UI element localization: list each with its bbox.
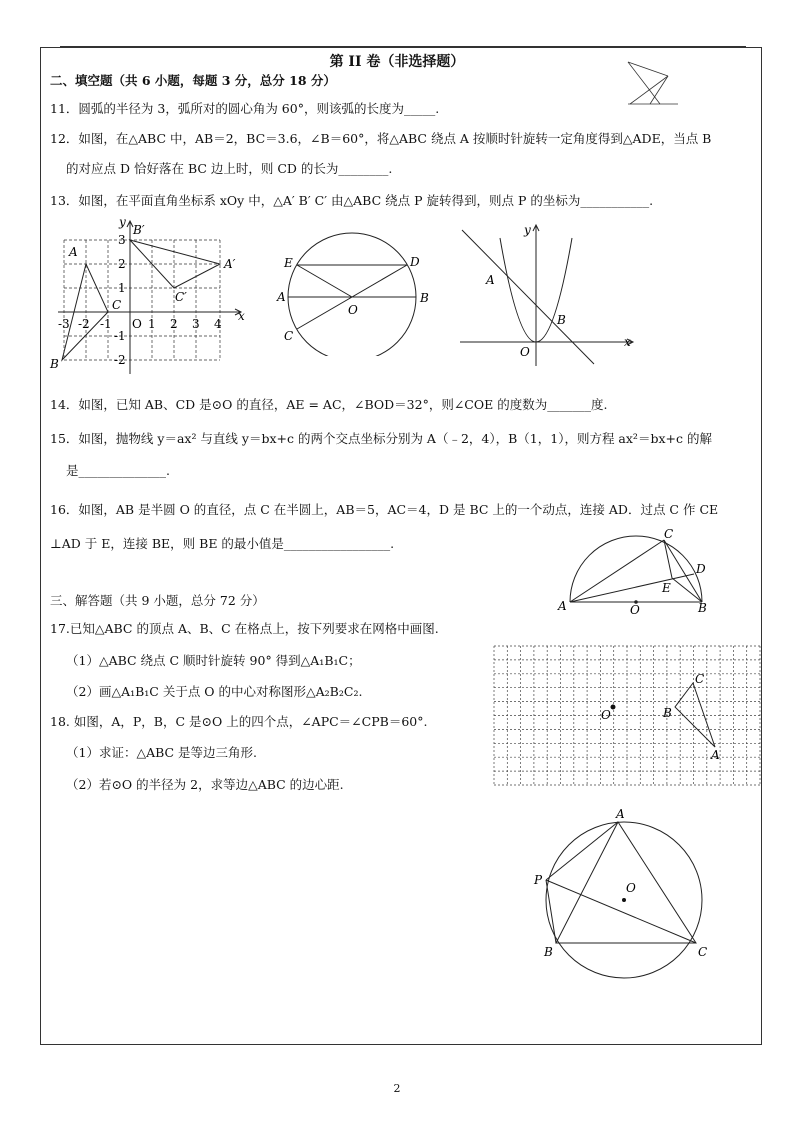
q16-label-a: A <box>558 599 567 613</box>
question-16-line2: ⊥AD 于 E，连接 BE，则 BE 的最小值是_________________. <box>50 536 395 551</box>
page-title: 第 II 卷（非选择题） <box>329 54 465 70</box>
q15-label-o: O <box>520 345 530 359</box>
q13-label-c-prime: C′ <box>175 290 187 304</box>
q14-label-o: O <box>348 303 358 317</box>
q17-label-b: B <box>663 706 672 720</box>
question-12-line1: 12．如图，在△ABC 中，AB＝2，BC＝3.6，∠B＝60°，将△ABC 绕点 A 按顺时针旋转一定角度得到△ADE，当点 B <box>50 131 712 146</box>
q16-label-e: E <box>662 581 671 595</box>
question-12-line2: 的对应点 D 恰好落在 BC 边上时，则 CD 的长为________. <box>66 161 393 176</box>
q15-label-b: B <box>557 313 566 327</box>
q17-label-c: C <box>695 672 705 686</box>
q15-parabola-figure <box>456 220 636 370</box>
q15-label-a: A <box>486 273 495 287</box>
q16-label-b: B <box>698 601 707 615</box>
q15-x-label: x <box>624 335 631 349</box>
q13-tick-x3: 3 <box>192 317 200 331</box>
question-17-part2: （2）画△A₁B₁C 关于点 O 的中心对称图形△A₂B₂C₂. <box>66 684 363 699</box>
q13-label-a: A <box>69 245 78 259</box>
page-number: 2 <box>393 1082 401 1095</box>
q13-coordinate-figure <box>44 214 254 376</box>
q16-semicircle-figure <box>556 528 716 616</box>
q13-label-c: C <box>112 298 122 312</box>
q16-label-d: D <box>696 562 706 576</box>
q14-label-d: D <box>410 255 420 269</box>
q13-tick-y2: 2 <box>118 257 126 271</box>
q13-tick-ym1: -1 <box>114 329 126 343</box>
q17-grid-figure <box>493 645 765 787</box>
q13-label-a-prime: A′ <box>224 257 236 271</box>
section-3-heading: 三、解答题（共 9 小题，总分 72 分） <box>50 593 265 608</box>
question-11: 11．圆弧的半径为 3，弧所对的圆心角为 60°，则该弧的长度为_____. <box>50 101 440 116</box>
question-17-part1: （1）△ABC 绕点 C 顺时针旋转 90° 得到△A₁B₁C； <box>66 653 361 668</box>
q17-label-o: O <box>601 708 611 722</box>
q18-label-o: O <box>626 881 636 895</box>
q14-circle-figure <box>276 226 436 356</box>
q13-label-b-prime: B′ <box>133 223 145 237</box>
q17-label-a: A <box>711 748 720 762</box>
q13-tick-y3: 3 <box>118 233 126 247</box>
q13-tick-ym2: -2 <box>114 353 126 367</box>
q18-label-a: A <box>616 807 625 821</box>
question-16-line1: 16．如图，AB 是半圆 O 的直径，点 C 在半圆上，AB＝5，AC＝4，D 是 BC 上的一个动点，连接 AD．过点 C 作 CE <box>50 502 719 517</box>
q13-label-b: B <box>50 357 59 371</box>
section-2-heading: 二、填空题（共 6 小题，每题 3 分，总分 18 分） <box>50 73 336 88</box>
question-15-line1: 15．如图，抛物线 y＝ax² 与直线 y＝bx+c 的两个交点坐标分别为 A（﹣2，4），B（1，1），则方程 ax²＝bx+c 的解 <box>50 431 712 446</box>
question-18-part2: （2）若⊙O 的半径为 2，求等边△ABC 的边心距. <box>66 777 344 792</box>
q14-label-e: E <box>284 256 293 270</box>
q13-tick-x4: 4 <box>214 317 222 331</box>
q16-label-c: C <box>664 528 674 541</box>
q18-label-b: B <box>544 945 553 959</box>
q14-label-b: B <box>420 291 429 305</box>
q13-tick-y1: 1 <box>118 281 126 295</box>
question-15-line2: 是______________. <box>66 463 170 478</box>
question-14: 14．如图，已知 AB、CD 是⊙O 的直径，AE = AC，∠BOD＝32°，则∠COE 的度数为_______度. <box>50 397 608 412</box>
q18-circle-figure <box>530 806 720 982</box>
question-18: 18. 如图，A，P，B，C 是⊙O 上的四个点，∠APC＝∠CPB＝60°. <box>50 714 428 729</box>
q13-tick-xm1: -1 <box>100 317 112 331</box>
question-13: 13．如图，在平面直角坐标系 xOy 中，△A′ B′ C′ 由△ABC 绕点 P 旋转得到，则点 P 的坐标为___________. <box>50 193 654 208</box>
q13-tick-xm2: -2 <box>78 317 90 331</box>
q18-label-p: P <box>534 873 543 887</box>
q18-label-c: C <box>698 945 708 959</box>
q13-x-label: x <box>238 309 245 323</box>
q12-figure <box>620 58 682 110</box>
q13-tick-x1: 1 <box>148 317 156 331</box>
q14-label-a: A <box>277 290 286 304</box>
q16-label-o: O <box>630 603 640 616</box>
question-17: 17.已知△ABC 的顶点 A、B、C 在格点上，按下列要求在网格中画图. <box>50 621 439 636</box>
question-18-part1: （1）求证：△ABC 是等边三角形. <box>66 745 258 760</box>
q15-y-label: y <box>524 223 531 237</box>
q14-label-c: C <box>284 329 294 343</box>
q13-y-label: y <box>119 215 126 229</box>
q13-origin: O <box>132 317 142 331</box>
q13-tick-x2: 2 <box>170 317 178 331</box>
q13-tick-xm3: -3 <box>58 317 70 331</box>
